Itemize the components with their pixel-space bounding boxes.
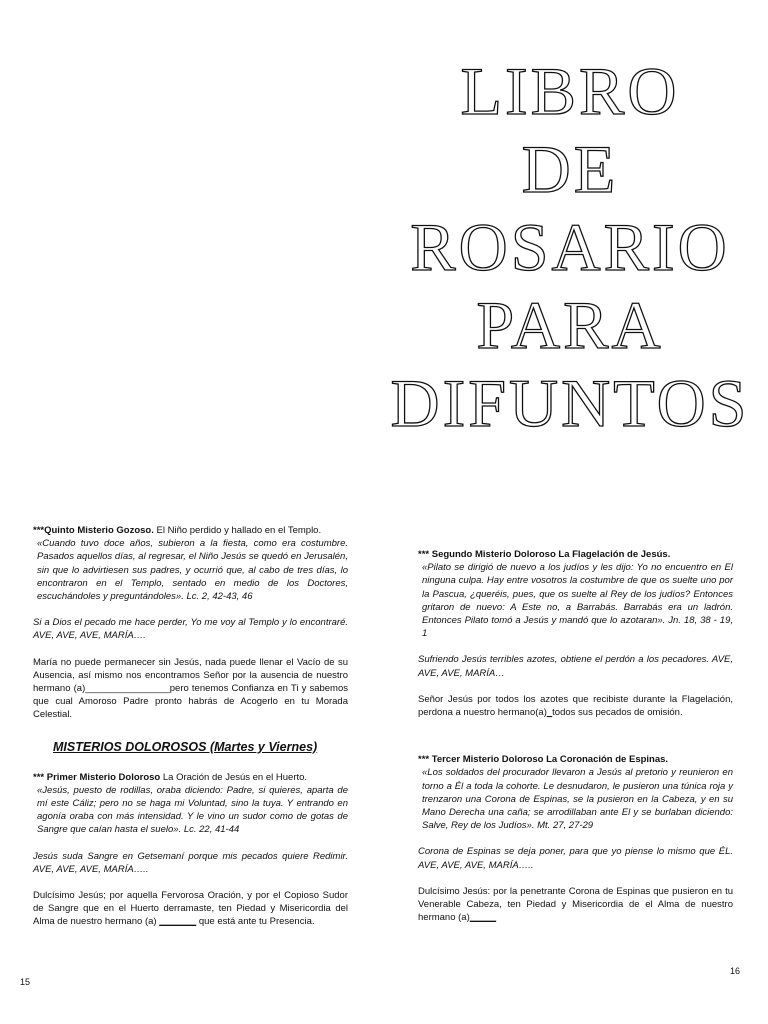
tercer-misterio-prayer: Dulcísimo Jesús: por la penetrante Corona de Espinas que pusieron en tu Venerable Cabeza, ten Piedad y Misericordia de el Alma de nuestro hermano (a)_____ <box>418 885 733 924</box>
quinto-misterio-title: ***Quinto Misterio Gozoso. <box>33 525 154 536</box>
primer-misterio-prayer: Dulcísimo Jesús; por aquella Fervorosa Oración, y por el Copioso Sudor de Sangre que en el Huerto derramaste, ten Piedad y Misericordia del Alma de nuestro hermano (a) _______ que está ante tu Presencia. <box>33 890 348 928</box>
title-line: LIBRO <box>460 53 680 129</box>
primer-misterio-quote: «Jesús, puesto de rodillas, oraba diciendo: Padre, si quieres, aparta de mí este Cáliz; pero no se haga mi Voluntad, sino la tuya. Y entrando en agonía oraba con más intensidad. Y le vino un sudor como de gotas de Sangre que caían hasta el suelo». Lc. 22, 41-44 <box>37 784 348 836</box>
quinto-misterio-prayer: María no puede permanecer sin Jesús, nada puede llenar el Vacío de su Ausencia, así mismo nos encontramos Señor por la ausencia de nuestro hermano (a)________________pero tenemos Confianza en Ti y sabemos que cual Amoroso Padre pronto habrás de Acogerlo en tu Morada Celestial. <box>33 656 348 721</box>
tercer-misterio-quote: «Los soldados del procurador llevaron a Jesús al pretorio y reunieron en torno a Él a toda la cohorte. Le desnudaron, le pusieron una túnica roja y trenzaron una Corona de Espinas, se la pusieron en la Cabeza, y en su Mano Derecha una caña; se arrodillaban ante El y se burlaban diciendo: Salve, Rey de los Judíos». Mt. 27, 27-29 <box>422 767 733 832</box>
page-number-left: 15 <box>20 977 31 987</box>
title-line: ROSARIO <box>410 209 730 285</box>
page-number-right: 16 <box>730 966 741 976</box>
segundo-misterio-prayer: Señor Jesús por todos los azotes que recibiste durante la Flagelación, perdona a nuestro hermano(a)_todos sus pecados de omisión. <box>418 693 733 719</box>
primer-misterio-heading <box>33 771 348 784</box>
name-blank: _ <box>546 707 553 719</box>
tercer-misterio-title: *** Tercer Misterio Doloroso La Coronación de Espinas. <box>418 754 669 766</box>
quinto-misterio-reflection: Si a Dios el pecado me hace perder, Yo me voy al Templo y lo encontraré. AVE, AVE, AVE, MARÍA…. <box>33 617 348 642</box>
quinto-misterio-heading <box>33 524 348 537</box>
primer-misterio-subtitle: La Oración de Jesús en el Huerto. <box>160 771 308 783</box>
tercer-misterio-reflection: Corona de Espinas se deja poner, para que yo piense lo mismo que ÉL. AVE, AVE, AVE, MARÍA….. <box>418 846 733 871</box>
book-title <box>380 52 760 442</box>
misterios-dolorosos-heading: MISTERIOS DOLOROSOS (Martes y Viernes) <box>53 739 318 754</box>
right-column <box>418 548 733 924</box>
title-line: DE <box>521 131 619 207</box>
primer-misterio-reflection: Jesús suda Sangre en Getsemaní porque mis pecados quiere Redimir. AVE, AVE, AVE, MARÍA….. <box>33 850 348 875</box>
quinto-misterio-quote: «Cuando tuvo doce años, subieron a la fiesta, como era costumbre. Pasados aquellos días, al regresar, el Niño Jesús se quedó en Jerusalén, sin que lo advirtiesen sus padres, y ocurrió que, al cabo de tres días, lo encontraron en el Templo, sentado en medio de los Doctores, escuchándoles y preguntándoles». Lc. 2, 42-43, 46 <box>37 538 348 603</box>
title-line: PARA <box>476 287 664 363</box>
left-column <box>33 524 348 929</box>
segundo-misterio-reflection: Sufriendo Jesús terribles azotes, obtiene el perdón a los pecadores. AVE, AVE, AVE, MARÍA… <box>418 654 733 679</box>
segundo-misterio-title: *** Segundo Misterio Doloroso La Flagelación de Jesús. <box>418 549 671 560</box>
name-blank: _____ <box>469 912 497 924</box>
title-line: DIFUNTOS <box>390 365 750 441</box>
quinto-misterio-subtitle: El Niño perdido y hallado en el Templo. <box>153 525 322 536</box>
name-blank: _______ <box>159 916 197 928</box>
segundo-misterio-quote: «Pilato se dirigió de nuevo a los judíos y les dijo: Yo no encuentro en El ninguna culpa. Hay entre vosotros la costumbre de que os suelte uno por la Pascua, ¿queréis, pues, que os suelte al Rey de los judíos? Entonces gritaron de nuevo: A Este no, a Barrabás. Barrabás era un ladrón. Entonces Pilato tomó a Jesús y mandó que lo azotaran». Jn. 18, 38 - 19, 1 <box>422 562 733 640</box>
primer-misterio-title: *** Primer Misterio Doloroso <box>33 771 161 783</box>
